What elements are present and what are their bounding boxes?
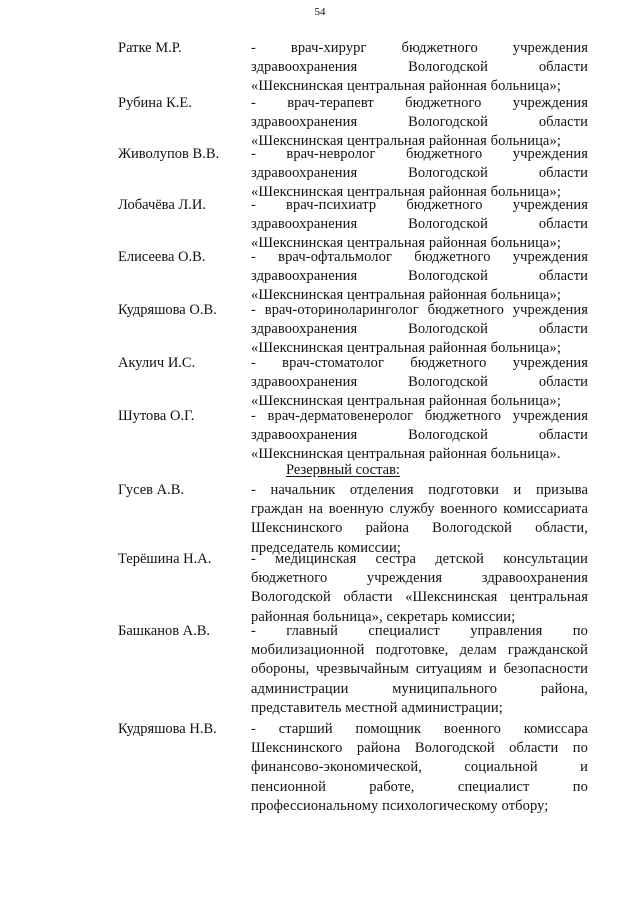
- member-name: Лобачёва Л.И.: [118, 197, 206, 213]
- reserve-role: - главный специалист управления по мобилизационной подготовке, делам гражданской обороны, чрезвычайным ситуациям и безопасности администрации муниципального района, представитель местной администрации;: [251, 623, 588, 716]
- member-role: - врач-хирург бюджетного учреждения здравоохранения Вологодской области «Шекснинская центральная районная больница»;: [251, 40, 588, 95]
- member-name: Рубина К.Е.: [118, 95, 192, 111]
- member-name: Ратке М.Р.: [118, 40, 182, 56]
- member-name: Шутова О.Г.: [118, 408, 195, 424]
- member-name: Акулич И.С.: [118, 355, 196, 371]
- member-role: - врач-стоматолог бюджетного учреждения здравоохранения Вологодской области «Шекснинская центральная районная больница»;: [251, 355, 588, 410]
- member-role: - врач-дерматовенеролог бюджетного учреждения здравоохранения Вологодской области «Шекснинская центральная районная больница».: [251, 408, 588, 463]
- reserve-role: - начальник отделения подготовки и призыва граждан на военную службу военного комиссариата Шекснинского района Вологодской области, председатель комиссии;: [251, 482, 588, 556]
- reserve-role: - старший помощник военного комиссара Шекснинского района Вологодской области по финансово-экономической, социальной и пенсионной работе, специалист по профессиональному психологическому отбору;: [251, 721, 588, 814]
- member-role: - врач-терапевт бюджетного учреждения здравоохранения Вологодской области «Шекснинская центральная районная больница»;: [251, 95, 588, 150]
- member-role: - врач-невролог бюджетного учреждения здравоохранения Вологодской области «Шекснинская центральная районная больница»;: [251, 146, 588, 201]
- reserve-role: - медицинская сестра детской консультации бюджетного учреждения здравоохранения Вологодской области «Шекснинская центральная районная больница», секретарь комиссии;: [251, 551, 588, 625]
- reserve-name: Башканов А.В.: [118, 623, 211, 639]
- member-name: Елисеева О.В.: [118, 249, 206, 265]
- member-name: Живолупов В.В.: [118, 146, 220, 162]
- reserve-name: Кудряшова Н.В.: [118, 721, 217, 737]
- member-name: Кудряшова О.В.: [118, 302, 217, 318]
- reserve-name: Терёшина Н.А.: [118, 551, 212, 567]
- reserve-heading: Резервный состав:: [286, 462, 400, 478]
- page-number: 54: [314, 6, 326, 18]
- member-role: - врач-оториноларинголог бюджетного учреждения здравоохранения Вологодской области «Шекснинская центральная районная больница»;: [251, 302, 588, 357]
- member-role: - врач-офтальмолог бюджетного учреждения здравоохранения Вологодской области «Шекснинская центральная районная больница»;: [251, 249, 588, 304]
- reserve-name: Гусев А.В.: [118, 482, 184, 498]
- member-role: - врач-психиатр бюджетного учреждения здравоохранения Вологодской области «Шекснинская центральная районная больница»;: [251, 197, 588, 252]
